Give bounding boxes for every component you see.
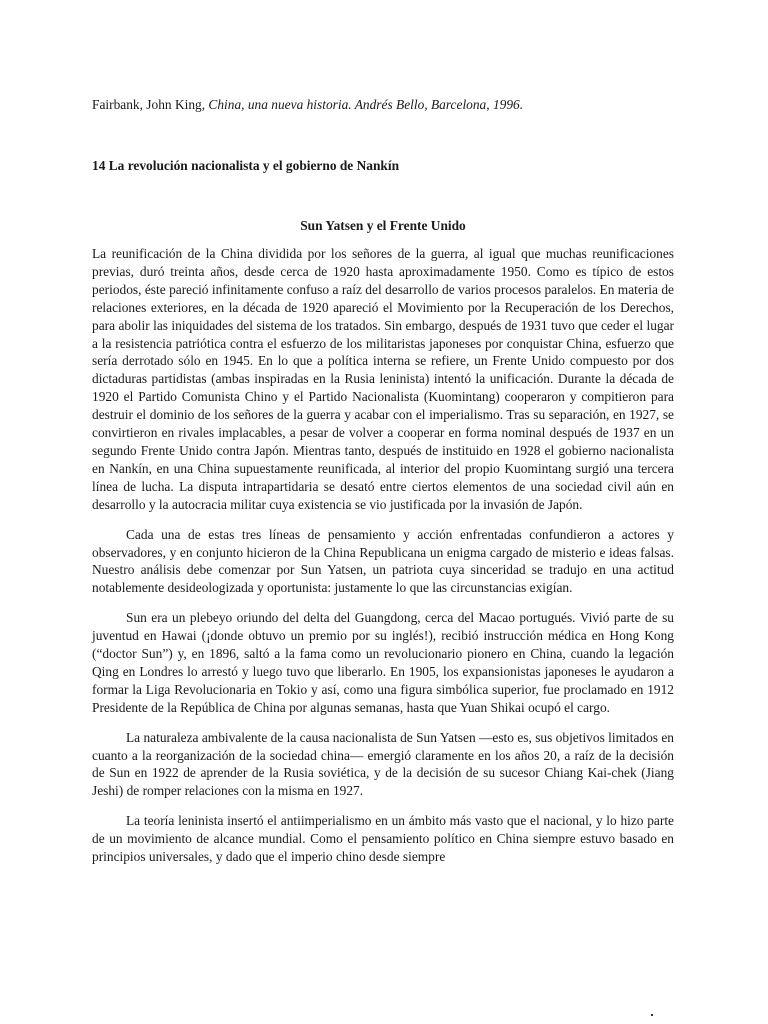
citation — [92, 96, 674, 114]
citation-title: China, una nueva historia. Andrés Bello, Barcelona, 1996. — [208, 97, 524, 112]
paragraph: Cada una de estas tres líneas de pensamiento y acción enfrentadas confundieron a actores y observadores, y en conjunto hicieron de la China Republicana un enigma cargado de misterio e ideas falsas. Nuestro análisis debe comenzar por Sun Yatsen, un patriota cuya sinceridad se tradujo en una actitud notablemente desideologizada y oportunista: justamente lo que las circunstancias exigían. — [92, 526, 674, 596]
page-mark — [651, 1014, 653, 1016]
chapter-heading: 14 La revolución nacionalista y el gobierno de Nankín — [92, 158, 400, 173]
section-heading: Sun Yatsen y el Frente Unido — [300, 218, 466, 233]
paragraph: La teoría leninista insertó el antiimperialismo en un ámbito más vasto que el nacional, y lo hizo parte de un movimiento de alcance mundial. Como el pensamiento político en China siempre estuvo basado en principios universales, y dado que el imperio chino desde siempre — [92, 813, 674, 865]
paragraph: Sun era un plebeyo oriundo del delta del Guangdong, cerca del Macao portugués. Vivió parte de su juventud en Hawai (¡donde obtuvo un premio por su inglés!), recibió instrucción médica en Hong Kong (“doctor Sun”) y, en 1896, saltó a la fama como un revolucionario pionero en China, cuando la legación Qing en Londres lo arrestó y luego tuvo que liberarlo. En 1905, los expansionistas japoneses le ayudaron a formar la Liga Revolucionaria en Tokio y así, como una figura simbólica superior, fue proclamado en 1912 Presidente de la República de China por algunas semanas, hasta que Yuan Shikai ocupó el cargo. — [92, 610, 674, 715]
citation-author: Fairbank, John King, — [92, 97, 209, 112]
body-text — [92, 245, 674, 866]
paragraph: La reunificación de la China dividida por los señores de la guerra, al igual que muchas reunificaciones previas, duró treinta años, desde cerca de 1920 hasta aproximadamente 1950. Como es típico de estos periodos, éste pareció infinitamente confuso a raíz del desarrollo de varios procesos paralelos. En materia de relaciones exteriores, en la década de 1920 apareció el Movimiento por la Recuperación de los Derechos, para abolir las iniquidades del sistema de los tratados. Sin embargo, después de 1931 tuvo que ceder el lugar a la resistencia patriótica contra el esfuerzo de los militaristas japoneses por conquistar China, esfuerzo que sería derrotado sólo en 1945. En lo que a política interna se refiere, un Frente Unido compuesto por dos dictaduras partidistas (ambas inspiradas en la Rusia leninista) intentó la unificación. Durante la década de 1920 el Partido Comunista Chino y el Partido Nacionalista (Kuomintang) cooperaron y compitieron para destruir el dominio de los señores de la guerra y acabar con el imperialismo. Tras su separación, en 1927, se convirtieron en rivales implacables, a pesar de volver a cooperar en forma nominal después de 1937 en un segundo Frente Unido contra Japón. Mientras tanto, después de instituido en 1928 el gobierno nacionalista en Nankín, en una China supuestamente reunificada, al interior del propio Kuomintang surgió una tercera línea de lucha. La disputa intrapartidaria se desató entre ciertos elementos de una sociedad civil aún en desarrollo y la autocracia militar cuya existencia se vio justificada por la invasión de Japón. — [92, 246, 674, 512]
document-page — [92, 96, 674, 878]
paragraph: La naturaleza ambivalente de la causa nacionalista de Sun Yatsen —esto es, sus objetivos limitados en cuanto a la reorganización de la sociedad china— emergió claramente en los años 20, a raíz de la decisión de Sun en 1922 de aprender de la Rusia soviética, y de la decisión de su sucesor Chiang Kai-chek (Jiang Jeshi) de romper relaciones con la misma en 1927. — [92, 729, 674, 799]
